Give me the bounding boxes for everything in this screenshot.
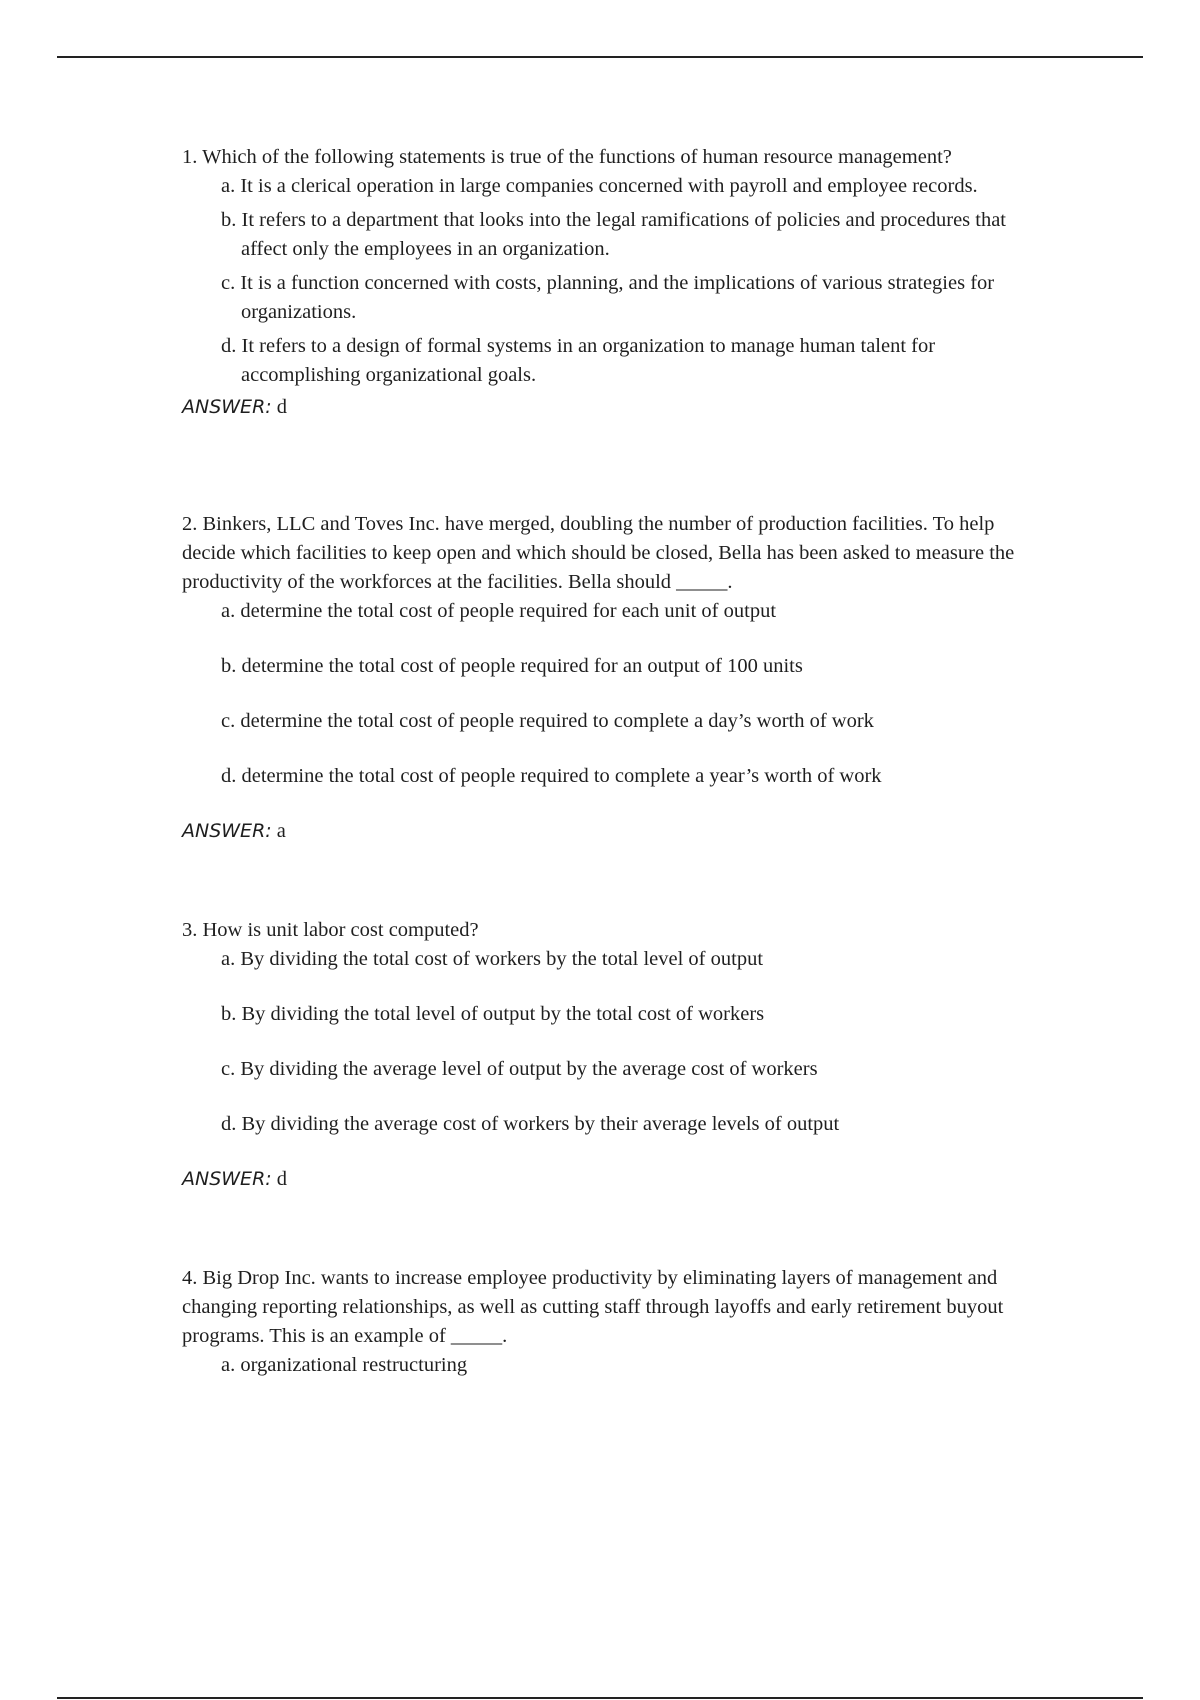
option-list xyxy=(182,172,1052,390)
option-a: a. By dividing the total cost of workers by the total level of output xyxy=(221,948,764,970)
answer-value: d xyxy=(276,1168,288,1190)
option-list xyxy=(182,945,1052,1139)
answer-value: a xyxy=(276,820,286,842)
question-2 xyxy=(182,510,1052,846)
answer-label: ANSWER: xyxy=(182,1168,272,1190)
question-text: 1. Which of the following statements is true of the functions of human resource management? xyxy=(182,146,952,168)
option-a: a. organizational restructuring xyxy=(221,1354,468,1376)
option-a: a. determine the total cost of people required for each unit of output xyxy=(221,600,777,622)
option-list xyxy=(182,1351,1052,1380)
top-rule xyxy=(57,56,1143,58)
option-list xyxy=(182,597,1052,791)
answer-label: ANSWER: xyxy=(182,396,272,418)
question-text: 4. Big Drop Inc. wants to increase employee productivity by eliminating layers of management and changing reporting relationships, as well as cutting staff through layoffs and early retirement buyout programs. This is an example of _____. xyxy=(182,1267,1004,1347)
option-a: a. It is a clerical operation in large companies concerned with payroll and employee records. xyxy=(221,175,978,197)
option-c: c. It is a function concerned with costs, planning, and the implications of various strategies for organizations. xyxy=(221,272,995,323)
answer-line xyxy=(182,1165,1052,1194)
question-4 xyxy=(182,1264,1052,1380)
question-text: 3. How is unit labor cost computed? xyxy=(182,919,479,941)
option-d: d. By dividing the average cost of workers by their average levels of output xyxy=(221,1113,840,1135)
option-c: c. determine the total cost of people required to complete a day’s worth of work xyxy=(221,710,874,732)
option-b: b. determine the total cost of people required for an output of 100 units xyxy=(221,655,803,677)
answer-value: d xyxy=(276,396,288,418)
answer-label: ANSWER: xyxy=(182,820,272,842)
option-d: d. determine the total cost of people required to complete a year’s worth of work xyxy=(221,765,882,787)
option-b: b. By dividing the total level of output by the total cost of workers xyxy=(221,1003,765,1025)
document-body xyxy=(182,143,1052,1406)
question-1 xyxy=(182,143,1052,422)
option-b: b. It refers to a department that looks into the legal ramifications of policies and procedures that affect only the employees in an organization. xyxy=(221,209,1007,260)
option-c: c. By dividing the average level of output by the average cost of workers xyxy=(221,1058,818,1080)
answer-line xyxy=(182,817,1052,846)
bottom-rule xyxy=(57,1697,1143,1699)
question-text: 2. Binkers, LLC and Toves Inc. have merged, doubling the number of production facilities. To help decide which facilities to keep open and which should be closed, Bella has been asked to measure the productivity of the workforces at the facilities. Bella should _____. xyxy=(182,513,1015,593)
answer-line xyxy=(182,393,1052,422)
option-d: d. It refers to a design of formal systems in an organization to manage human talent for accomplishing organizational goals. xyxy=(221,335,936,386)
question-3 xyxy=(182,916,1052,1194)
